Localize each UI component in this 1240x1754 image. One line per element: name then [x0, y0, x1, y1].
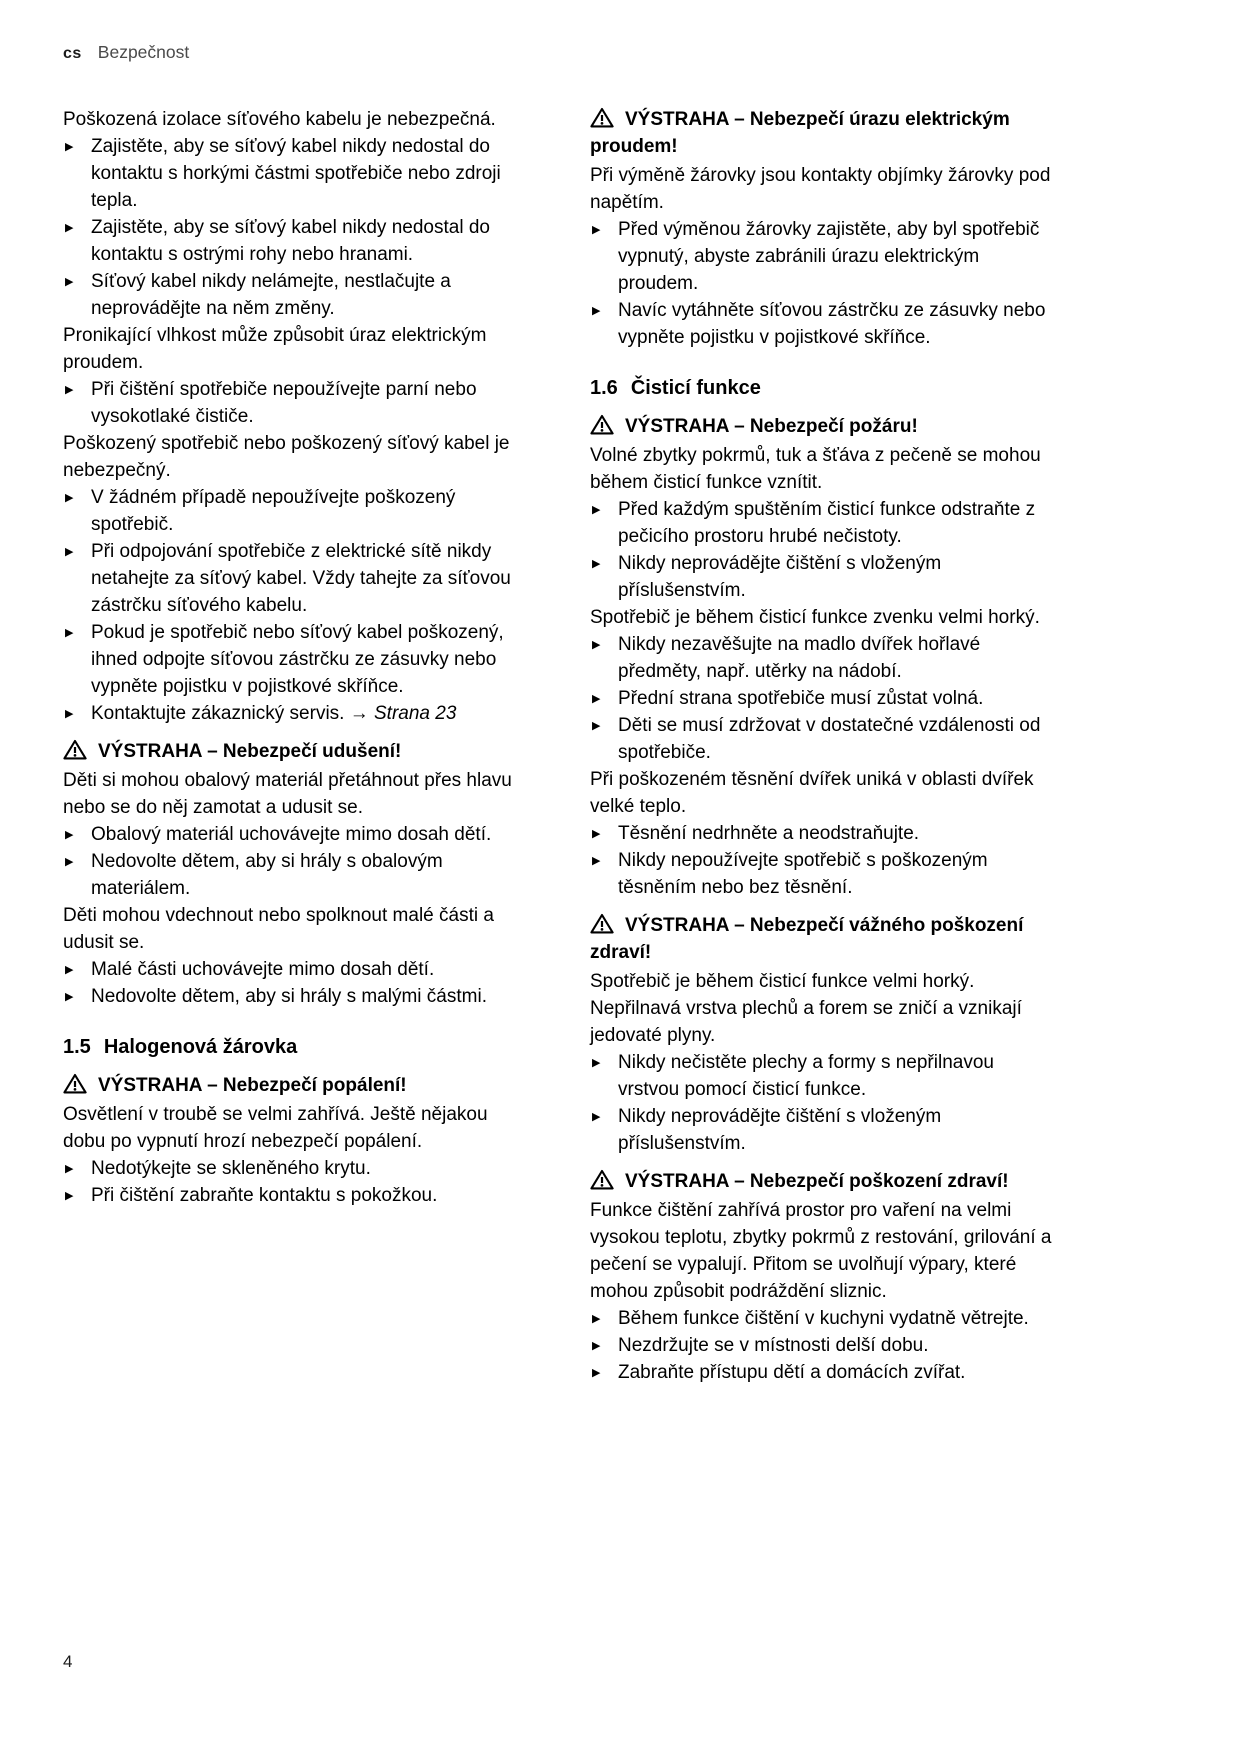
section-heading — [63, 1034, 530, 1061]
paragraph: Spotřebič je během čisticí funkce zvenku velmi horký. — [590, 607, 1040, 628]
warning-heading — [590, 1168, 1057, 1195]
bullet-item — [590, 1332, 1057, 1359]
warning-icon — [590, 1169, 614, 1190]
bullet-item — [590, 1103, 1057, 1157]
bullet-marker-icon: ▶ — [65, 222, 74, 234]
bullet-item — [590, 550, 1057, 604]
bullet-marker-icon: ▶ — [592, 558, 601, 570]
paragraph: Spotřebič je během čisticí funkce velmi horký. Nepřilnavá vrstva plechů a forem se zničí a vznikají jedovaté plyny. — [590, 971, 1022, 1046]
bullet-item — [590, 631, 1057, 685]
bullet-marker-icon: ▶ — [592, 855, 601, 867]
bullet-item — [590, 297, 1057, 351]
bullet-marker-icon: ▶ — [592, 305, 601, 317]
bullet-marker-icon: ▶ — [65, 964, 74, 976]
bullet-item — [63, 268, 530, 322]
bullet-text: Síťový kabel nikdy nelámejte, nestlačujte a neprovádějte na něm změny. — [91, 271, 451, 319]
bullet-item — [590, 712, 1057, 766]
warning-text: VÝSTRAHA – Nebezpečí popálení! — [98, 1075, 407, 1096]
paragraph: Děti mohou vdechnout nebo spolknout malé části a udusit se. — [63, 905, 494, 953]
bullet-marker-icon: ▶ — [592, 828, 601, 840]
warning-icon — [590, 107, 614, 128]
bullet-text: Zajistěte, aby se síťový kabel nikdy nedostal do kontaktu s ostrými rohy nebo hranami. — [91, 217, 490, 265]
bullet-text: Nikdy nepoužívejte spotřebič s poškozeným těsněním nebo bez těsnění. — [618, 850, 988, 898]
bullet-text: Během funkce čištění v kuchyni vydatně větrejte. — [618, 1308, 1029, 1329]
bullet-item — [590, 1305, 1057, 1332]
bullet-item — [63, 956, 530, 983]
bullet-text: Nedovolte dětem, aby si hrály s malými částmi. — [91, 986, 487, 1007]
bullet-marker-icon: ▶ — [65, 276, 74, 288]
bullet-item — [590, 1049, 1057, 1103]
warning-icon — [63, 739, 87, 760]
section-number: 1.5 — [63, 1036, 91, 1058]
bullet-marker-icon: ▶ — [65, 492, 74, 504]
bullet-item — [63, 538, 530, 619]
warning-heading — [590, 912, 1057, 966]
section-heading — [590, 375, 1057, 402]
bullet-text: Obalový materiál uchovávejte mimo dosah dětí. — [91, 824, 492, 845]
warning-heading — [63, 738, 530, 765]
chapter-title: Bezpečnost — [97, 42, 190, 62]
warning-icon — [590, 913, 614, 934]
bullet-text: Nikdy neprovádějte čištění s vloženým příslušenstvím. — [618, 553, 942, 601]
bullet-text: Děti se musí zdržovat v dostatečné vzdálenosti od spotřebiče. — [618, 715, 1041, 763]
warning-heading — [590, 413, 1057, 440]
paragraph: Poškozený spotřebič nebo poškozený síťový kabel je nebezpečný. — [63, 433, 510, 481]
page-number: 4 — [63, 1652, 73, 1671]
bullet-item — [63, 821, 530, 848]
bullet-item — [63, 376, 530, 430]
bullet-text: Při čištění zabraňte kontaktu s pokožkou. — [91, 1185, 438, 1206]
bullet-marker-icon: ▶ — [592, 1057, 601, 1069]
paragraph: Volné zbytky pokrmů, tuk a šťáva z pečeně se mohou během čisticí funkce vznítit. — [590, 445, 1041, 493]
bullet-text: Přední strana spotřebiče musí zůstat volná. — [618, 688, 984, 709]
bullet-text: Nedovolte dětem, aby si hrály s obalovým materiálem. — [91, 851, 443, 899]
bullet-text: Při odpojování spotřebiče z elektrické sítě nikdy netahejte za síťový kabel. Vždy tahejte za síťovou zástrčku síťového kabelu. — [91, 541, 511, 616]
bullet-text: Zabraňte přístupu dětí a domácích zvířat. — [618, 1362, 966, 1383]
bullet-item — [590, 496, 1057, 550]
bullet-marker-icon: ▶ — [592, 224, 601, 236]
section-title: Halogenová žárovka — [103, 1036, 298, 1058]
paragraph: Děti si mohou obalový materiál přetáhnout přes hlavu nebo se do něj zamotat a udusit se. — [63, 770, 512, 818]
bullet-text: Malé části uchovávejte mimo dosah dětí. — [91, 959, 435, 980]
bullet-item — [63, 484, 530, 538]
bullet-text: Nikdy nezavěšujte na madlo dvířek hořlavé předměty, např. utěrky na nádobí. — [618, 634, 981, 682]
paragraph: Funkce čištění zahřívá prostor pro vaření na velmi vysokou teplotu, zbytky pokrmů z restování, grilování a pečení se vypalují. Přitom se uvolňují výpary, které mohou způsobit podráždění sliznic. — [590, 1200, 1052, 1302]
bullet-item — [63, 214, 530, 268]
bullet-item — [63, 1155, 530, 1182]
bullet-text: Nikdy nečistěte plechy a formy s nepřilnavou vrstvou pomocí čisticí funkce. — [618, 1052, 994, 1100]
section-title: Čisticí funkce — [630, 377, 761, 399]
paragraph: Osvětlení v troubě se velmi zahřívá. Ještě nějakou dobu po vypnutí hrozí nebezpečí popálení. — [63, 1104, 488, 1152]
bullet-text: Pokud je spotřebič nebo síťový kabel poškozený, ihned odpojte síťovou zástrčku ze zásuvky nebo vypněte pojistku v pojistkové skříňce. — [91, 622, 504, 697]
warning-icon — [63, 1073, 87, 1094]
warning-text: VÝSTRAHA – Nebezpečí poškození zdraví! — [625, 1171, 1009, 1192]
bullet-marker-icon: ▶ — [65, 546, 74, 558]
bullet-marker-icon: ▶ — [65, 856, 74, 868]
bullet-text: Před každým spuštěním čisticí funkce odstraňte z pečicího prostoru hrubé nečistoty. — [618, 499, 1036, 547]
column-right — [590, 106, 1057, 1386]
bullet-text: Při čištění spotřebiče nepoužívejte parní nebo vysokotlaké čističe. — [91, 379, 477, 427]
bullet-marker-icon: ▶ — [592, 1367, 601, 1379]
bullet-marker-icon: ▶ — [65, 1190, 74, 1202]
bullet-marker-icon: ▶ — [592, 639, 601, 651]
language-tag: cs — [63, 45, 82, 62]
bullet-marker-icon: ▶ — [65, 141, 74, 153]
page-reference: → Strana 23 — [349, 703, 457, 724]
paragraph: Při poškozeném těsnění dvířek uniká v oblasti dvířek velké teplo. — [590, 769, 1034, 817]
column-left — [63, 106, 530, 1386]
bullet-marker-icon: ▶ — [592, 693, 601, 705]
bullet-marker-icon: ▶ — [592, 1111, 601, 1123]
page-content — [63, 106, 1057, 1386]
bullet-marker-icon: ▶ — [592, 504, 601, 516]
bullet-item — [63, 983, 530, 1010]
bullet-marker-icon: ▶ — [592, 720, 601, 732]
warning-text: VÝSTRAHA – Nebezpečí úrazu elektrickým proudem! — [590, 109, 1010, 157]
bullet-text: Zajistěte, aby se síťový kabel nikdy nedostal do kontaktu s horkými částmi spotřebiče nebo zdroji tepla. — [91, 136, 501, 211]
bullet-item — [590, 685, 1057, 712]
warning-text: VÝSTRAHA – Nebezpečí vážného poškození zdraví! — [590, 915, 1024, 963]
bullet-text: Kontaktujte zákaznický servis. — [91, 703, 345, 724]
bullet-item — [590, 216, 1057, 297]
bullet-item — [590, 1359, 1057, 1386]
bullet-item — [63, 848, 530, 902]
bullet-item — [63, 619, 530, 700]
paragraph: Při výměně žárovky jsou kontakty objímky žárovky pod napětím. — [590, 165, 1051, 213]
bullet-text: Těsnění nedrhněte a neodstraňujte. — [618, 823, 920, 844]
bullet-text: Před výměnou žárovky zajistěte, aby byl spotřebič vypnutý, abyste zabránili úrazu elektrickým proudem. — [618, 219, 1040, 294]
warning-heading — [590, 106, 1057, 160]
warning-text: VÝSTRAHA – Nebezpečí udušení! — [98, 741, 402, 762]
warning-icon — [590, 414, 614, 435]
bullet-marker-icon: ▶ — [65, 708, 74, 720]
bullet-marker-icon: ▶ — [592, 1313, 601, 1325]
bullet-item — [63, 133, 530, 214]
paragraph: Pronikající vlhkost může způsobit úraz elektrickým proudem. — [63, 325, 487, 373]
bullet-text: Nikdy neprovádějte čištění s vloženým příslušenstvím. — [618, 1106, 942, 1154]
running-header — [63, 42, 189, 63]
bullet-text: Nedotýkejte se skleněného krytu. — [91, 1158, 371, 1179]
bullet-item — [63, 1182, 530, 1209]
bullet-marker-icon: ▶ — [65, 1163, 74, 1175]
bullet-marker-icon: ▶ — [592, 1340, 601, 1352]
bullet-item — [590, 847, 1057, 901]
bullet-item — [63, 700, 530, 727]
bullet-text: Navíc vytáhněte síťovou zástrčku ze zásuvky nebo vypněte pojistku v pojistkové skříňce. — [618, 300, 1046, 348]
bullet-marker-icon: ▶ — [65, 384, 74, 396]
bullet-item — [590, 820, 1057, 847]
bullet-marker-icon: ▶ — [65, 991, 74, 1003]
bullet-text: V žádném případě nepoužívejte poškozený spotřebič. — [91, 487, 456, 535]
section-number: 1.6 — [590, 377, 618, 399]
bullet-marker-icon: ▶ — [65, 627, 74, 639]
bullet-text: Nezdržujte se v místnosti delší dobu. — [618, 1335, 929, 1356]
warning-heading — [63, 1072, 530, 1099]
warning-text: VÝSTRAHA – Nebezpečí požáru! — [625, 416, 918, 437]
paragraph: Poškozená izolace síťového kabelu je nebezpečná. — [63, 109, 496, 130]
bullet-marker-icon: ▶ — [65, 829, 74, 841]
